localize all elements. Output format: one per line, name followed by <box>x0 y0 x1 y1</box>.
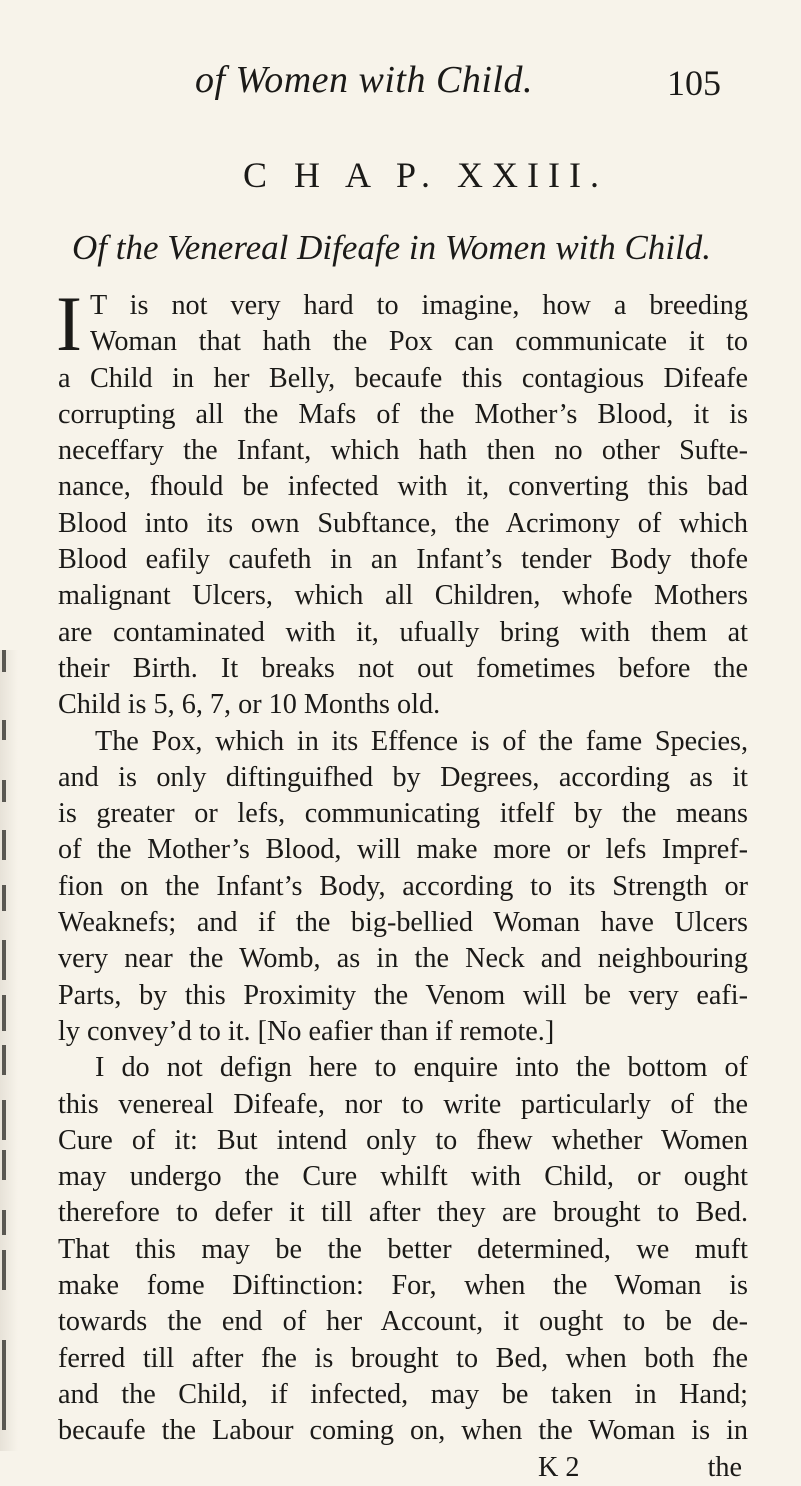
text-line: are contaminated with it, ufually bring with them at <box>58 616 748 648</box>
binding-mark <box>2 720 6 740</box>
binding-edge <box>0 650 18 1451</box>
binding-mark <box>2 885 6 911</box>
text-line: and is only diftinguifhed by Degrees, according as it <box>58 761 748 793</box>
text-line: neceffary the Infant, which hath then no other Sufte- <box>58 435 748 467</box>
binding-mark <box>2 1210 6 1235</box>
body-text <box>56 280 748 1486</box>
text-line: of the Mother’s Blood, will make more or lefs Impref- <box>58 834 748 866</box>
text-line: That this may be the better determined, we muft <box>58 1233 748 1265</box>
text-line: a Child in her Belly, becaufe this contagious Difeafe <box>58 362 748 394</box>
chapter-heading: C H A P. XXIII. <box>242 155 609 195</box>
text-line: Parts, by this Proximity the Venom will be very eafi- <box>58 979 748 1011</box>
text-line: is greater or lefs, communicating itfelf by the means <box>58 798 748 830</box>
text-line: towards the end of her Account, it ought to be de- <box>58 1306 748 1338</box>
text-line: Child is 5, 6, 7, or 10 Months old. <box>58 689 441 721</box>
text-line: ferred till after fhe is brought to Bed, when both fhe <box>58 1342 748 1374</box>
text-line: T is not very hard to imagine, how a breeding <box>89 290 748 321</box>
running-head <box>195 58 721 108</box>
binding-mark <box>2 1340 6 1430</box>
catchword: the <box>707 1451 742 1483</box>
binding-mark <box>2 940 6 980</box>
text-line: Cure of it: But intend only to fhew whether Women <box>58 1124 748 1156</box>
signature-mark: K 2 <box>538 1451 580 1483</box>
text-line: and the Child, if infected, may be taken in Hand; <box>58 1378 748 1410</box>
text-line: make fome Diftinction: For, when the Woman is <box>58 1270 748 1302</box>
binding-mark <box>2 650 6 672</box>
binding-mark <box>2 1045 6 1075</box>
text-line: very near the Womb, as in the Neck and neighbouring <box>58 943 748 975</box>
binding-mark <box>2 780 6 802</box>
text-line: I do not defign here to enquire into the bottom of <box>95 1052 748 1084</box>
chapter-title: Of the Venereal Difeafe in Women with Child. <box>72 228 711 267</box>
page-number: 105 <box>667 63 721 103</box>
text-line: The Pox, which in its Effence is of the fame Species, <box>95 725 748 757</box>
text-line: fion on the Infant’s Body, according to its Strength or <box>58 870 748 902</box>
binding-mark <box>2 1250 6 1290</box>
text-line: Woman that hath the Pox can communicate it to <box>89 326 748 358</box>
text-line: nance, fhould be infected with it, converting this bad <box>58 471 748 503</box>
binding-mark <box>2 830 6 860</box>
running-head-title: of Women with Child. <box>195 59 533 101</box>
text-line: malignant Ulcers, which all Children, whofe Mothers <box>58 580 748 612</box>
text-line: Blood eafily caufeth in an Infant’s tender Body thofe <box>58 544 748 576</box>
binding-mark <box>2 1100 6 1140</box>
page-footer <box>58 1450 748 1486</box>
text-line: this venereal Difeafe, nor to write particularly of the <box>58 1088 748 1120</box>
drop-cap: I <box>56 280 82 367</box>
text-line: Blood into its own Subftance, the Acrimony of which <box>58 507 748 539</box>
text-line: ly convey’d to it. [No eafier than if remote.] <box>58 1015 555 1047</box>
text-line: becaufe the Labour coming on, when the Woman is in <box>58 1415 748 1447</box>
text-line: may undergo the Cure whilft with Child, or ought <box>58 1161 748 1193</box>
text-line: their Birth. It breaks not out fometimes before the <box>58 652 748 684</box>
binding-mark <box>2 1150 6 1180</box>
binding-mark <box>2 995 6 1031</box>
text-line: Weaknefs; and if the big-bellied Woman have Ulcers <box>58 907 748 939</box>
text-line: corrupting all the Mafs of the Mother’s Blood, it is <box>58 398 748 430</box>
text-line: therefore to defer it till after they are brought to Bed. <box>58 1197 748 1229</box>
